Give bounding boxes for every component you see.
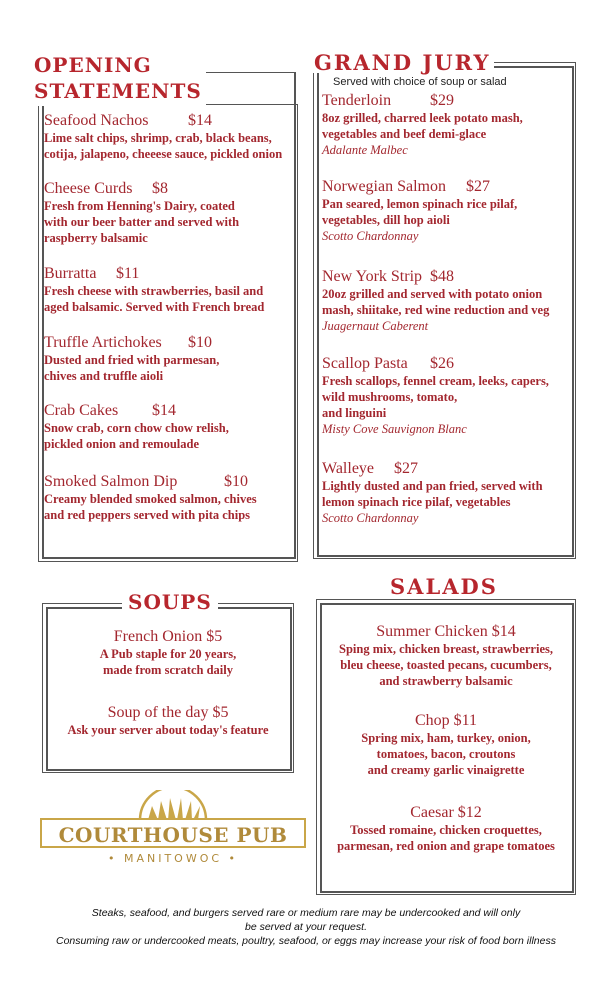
menu-item-price: $11 (116, 265, 140, 282)
soup-title: Soup of the day $5 (107, 704, 229, 721)
menu-item-price: $48 (430, 268, 454, 285)
wine-pairing: Scotto Chardonnay (322, 229, 419, 243)
opening-heading (30, 50, 206, 106)
menu-item (44, 180, 294, 246)
salad-title: Caesar $12 (410, 804, 482, 821)
menu-item-name: Walleye (322, 460, 375, 477)
menu-item (44, 473, 294, 523)
logo-location: MANITOWOC (123, 852, 223, 865)
menu-item-name-line (322, 178, 572, 196)
salad-desc: parmesan, red onion and grape tomatoes (337, 839, 555, 853)
menu-item-name: Crab Cakes (44, 402, 119, 419)
menu-item-name: New York Strip (322, 268, 423, 285)
opening-heading-line2: STATEMENTS (34, 79, 202, 103)
menu-item-name: Norwegian Salmon (322, 178, 446, 195)
salad-item (320, 712, 572, 778)
footer-line-2: be served at your request. (245, 921, 367, 933)
menu-item-desc: vegetables, dill hop aioli (322, 213, 450, 227)
menu-item-desc: aged balsamic. Served with French bread (44, 300, 265, 314)
salad-title: Summer Chicken $14 (376, 623, 516, 640)
menu-item-desc: and red peppers served with pita chips (44, 508, 251, 522)
dot-icon: • (228, 852, 239, 865)
menu-item-price: $10 (224, 473, 248, 490)
soup-desc: Ask your server about today's feature (67, 723, 269, 737)
menu-item-desc: 8oz grilled, charred leek potato mash, (322, 111, 523, 125)
salad-desc: Tossed romaine, chicken croquettes, (350, 823, 542, 837)
salad-item (320, 804, 572, 854)
menu-item-price: $14 (188, 112, 212, 129)
salad-desc: bleu cheese, toasted pecans, cucumbers, (340, 658, 552, 672)
wine-pairing: Adalante Malbec (322, 143, 408, 157)
salad-desc: Spring mix, ham, turkey, onion, (361, 731, 531, 745)
menu-item-desc: Pan seared, lemon spinach rice pilaf, (322, 197, 518, 211)
menu-item-desc: pickled onion and remoulade (44, 437, 200, 451)
menu-item (322, 268, 572, 334)
soup-item (48, 704, 288, 738)
salad-item (320, 623, 572, 689)
opening-heading-line1: OPENING (34, 53, 152, 77)
menu-item-name: Seafood Nachos (44, 112, 149, 129)
wine-pairing: Misty Cove Sauvignon Blanc (322, 422, 467, 436)
menu-item-desc: Creamy blended smoked salmon, chives (44, 492, 257, 506)
menu-item-name-line (322, 355, 572, 373)
menu-item (44, 265, 294, 315)
menu-item-name: Tenderloin (322, 92, 392, 109)
menu-item-name: Smoked Salmon Dip (44, 473, 178, 490)
soup-desc: made from scratch daily (103, 663, 233, 677)
menu-item-desc: with our beer batter and served with (44, 215, 240, 229)
menu-item-name-line (44, 334, 294, 352)
menu-item-name-line (44, 402, 294, 420)
wine-pairing: Juagernaut Caberent (322, 319, 429, 333)
menu-item-desc: mash, shiitake, red wine reduction and veg (322, 303, 550, 317)
menu-item-price: $27 (466, 178, 490, 195)
menu-item-desc: raspberry balsamic (44, 231, 148, 245)
menu-item-desc: Fresh from Henning's Dairy, coated (44, 199, 235, 213)
menu-item-desc: wild mushrooms, tomato, (322, 390, 458, 404)
footer-line-3: Consuming raw or undercooked meats, poultry, seafood, or eggs may increase your risk of food born illness (56, 935, 556, 947)
menu-item-price: $29 (430, 92, 454, 109)
footer-disclaimer (0, 906, 612, 948)
menu-item-name: Truffle Artichokes (44, 334, 162, 351)
menu-item-price: $26 (430, 355, 454, 372)
menu-item-desc: cotija, jalapeno, cheeese sauce, pickled onion (44, 147, 283, 161)
salad-desc: and creamy garlic vinaigrette (367, 763, 525, 777)
soup-item (48, 628, 288, 678)
salads-heading: SALADS (384, 576, 504, 597)
menu-item-desc: Lime salt chips, shrimp, crab, black beans, (44, 131, 272, 145)
salad-desc: Sping mix, chicken breast, strawberries, (339, 642, 553, 656)
logo-location-row (40, 852, 306, 865)
menu-item-name-line (322, 460, 572, 478)
menu-item-desc: Lightly dusted and pan fried, served with (322, 479, 543, 493)
menu-item-desc: lemon spinach rice pilaf, vegetables (322, 495, 511, 509)
menu-item (44, 334, 294, 384)
menu-item (322, 355, 572, 437)
menu-item-desc: vegetables and beef demi-glace (322, 127, 487, 141)
menu-item (322, 460, 572, 526)
menu-item-desc: and linguini (322, 406, 387, 420)
soup-title: French Onion $5 (113, 628, 223, 645)
menu-item-name: Scallop Pasta (322, 355, 408, 372)
menu-item-name-line (44, 265, 294, 283)
menu-item-desc: Fresh cheese with strawberries, basil and (44, 284, 264, 298)
menu-item-name-line (44, 180, 294, 198)
menu-item-name: Burratta (44, 265, 97, 282)
menu-item-price: $8 (152, 180, 168, 197)
grand-jury-heading: GRAND JURY (310, 52, 494, 73)
grand-jury-subheading: Served with choice of soup or salad (330, 76, 510, 88)
menu-item-name: Cheese Curds (44, 180, 133, 197)
footer-line-1: Steaks, seafood, and burgers served rare or medium rare may be undercooked and will only (91, 907, 521, 919)
courthouse-pub-logo (40, 790, 306, 870)
menu-item-desc: Fresh scallops, fennel cream, leeks, capers, (322, 374, 549, 388)
menu-item-desc: chives and truffle aioli (44, 369, 164, 383)
menu-item-desc: Snow crab, corn chow chow relish, (44, 421, 229, 435)
logo-name: COURTHOUSE PUB (58, 823, 288, 847)
menu-item-desc: Dusted and fried with parmesan, (44, 353, 220, 367)
dot-icon: • (107, 852, 118, 865)
menu-item-price: $27 (394, 460, 418, 477)
soups-heading: SOUPS (122, 592, 218, 612)
menu-item-name-line (44, 112, 294, 130)
soup-desc: A Pub staple for 20 years, (99, 647, 237, 661)
menu-item-desc: 20oz grilled and served with potato onion (322, 287, 543, 301)
menu-item (322, 178, 572, 244)
menu-item-name-line (322, 92, 572, 110)
menu-item-name-line (44, 473, 294, 491)
salad-title: Chop $11 (414, 712, 478, 729)
menu-item-name-line (322, 268, 572, 286)
menu-item-price: $10 (188, 334, 212, 351)
salad-desc: and strawberry balsamic (379, 674, 513, 688)
menu-item (322, 92, 572, 158)
menu-item-price: $14 (152, 402, 176, 419)
menu-item (44, 402, 294, 452)
wine-pairing: Scotto Chardonnay (322, 511, 419, 525)
salad-desc: tomatoes, bacon, croutons (376, 747, 516, 761)
menu-item (44, 112, 294, 162)
